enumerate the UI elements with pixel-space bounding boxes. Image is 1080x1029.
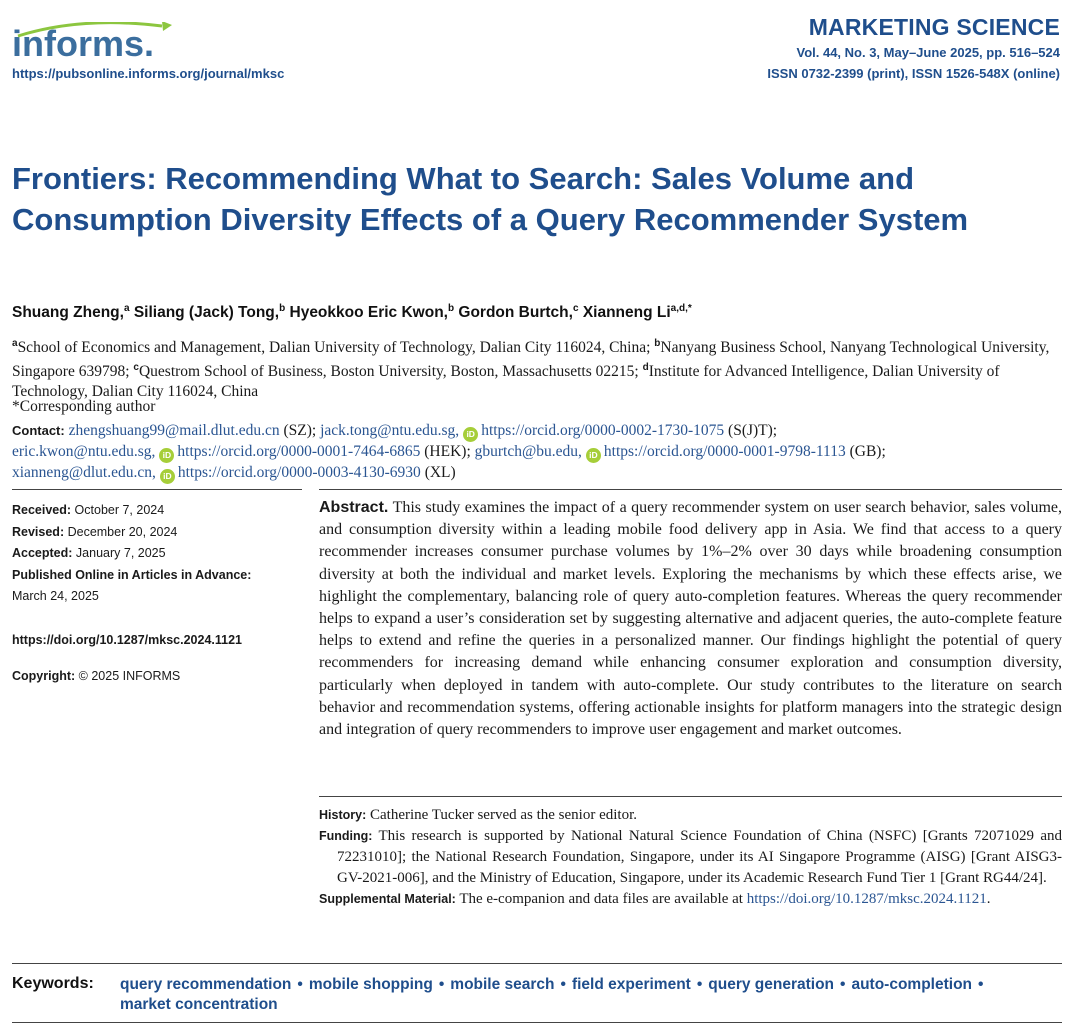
- affiliation-text: Institute for Advanced Intelligence, Dalian University of Technology, Dalian City 116024, China: [12, 363, 1000, 401]
- keywords-list: [120, 975, 1020, 1014]
- author-affiliation-mark: c: [572, 303, 579, 314]
- supplemental-link[interactable]: https://doi.org/10.1287/mksc.2024.1121: [746, 891, 987, 907]
- orcid-link[interactable]: https://orcid.org/0000-0001-7464-6865: [177, 443, 421, 460]
- volume-line: Vol. 44, No. 3, May–June 2025, pp. 516–524: [796, 45, 1060, 60]
- issn-line: ISSN 0732-2399 (print), ISSN 1526-548X (online): [767, 66, 1060, 81]
- article-title: Frontiers: Recommending What to Search: Sales Volume and Consumption Diversity Effects of a Query Recommender System: [12, 161, 969, 237]
- email-link[interactable]: zhengshuang99@mail.dlut.edu.cn: [68, 422, 280, 439]
- journal-url[interactable]: https://pubsonline.informs.org/journal/mksc: [12, 66, 285, 81]
- author-initials: (GB);: [849, 443, 886, 460]
- left-column-divider: [12, 489, 302, 490]
- email-link[interactable]: xianneng@dlut.edu.cn,: [12, 464, 156, 481]
- abstract: [319, 497, 1062, 741]
- received-label: Received:: [12, 503, 72, 517]
- bullet-separator: •: [696, 976, 703, 993]
- contact-label: Contact:: [12, 423, 65, 438]
- doi-link[interactable]: https://doi.org/10.1287/mksc.2024.1121: [12, 633, 242, 647]
- bullet-separator: •: [438, 976, 445, 993]
- author-affiliation-mark: a: [123, 303, 130, 314]
- bullet-separator: •: [978, 976, 984, 993]
- history-label: History:: [319, 808, 367, 822]
- abstract-divider-top: [319, 489, 1062, 490]
- revised-label: Revised:: [12, 524, 65, 539]
- bullet-separator: •: [560, 976, 566, 993]
- affiliation-text: Nanyang Business School, Nanyang Technological University, Singapore 639798;: [12, 339, 1050, 381]
- author-affiliation-mark: b: [447, 303, 455, 314]
- received-row: [12, 500, 302, 522]
- revised-row: [12, 522, 302, 544]
- affiliation-mark: b: [654, 338, 661, 349]
- abstract-divider-bottom: [319, 796, 1062, 797]
- orcid-link[interactable]: https://orcid.org/0000-0002-1730-1075: [481, 422, 725, 439]
- accepted-date: January 7, 2025: [75, 546, 166, 560]
- keyword-link[interactable]: mobile shopping: [308, 976, 433, 993]
- orcid-link[interactable]: https://orcid.org/0000-0001-9798-1113: [603, 443, 846, 460]
- bullet-separator: •: [297, 976, 303, 993]
- keywords-divider-bottom: [12, 1022, 1062, 1023]
- copyright-label: Copyright:: [12, 669, 76, 683]
- orcid-icon: iD: [586, 448, 601, 463]
- funding-label: Funding:: [319, 829, 373, 843]
- revised-date: December 20, 2024: [67, 524, 178, 539]
- orcid-icon: iD: [463, 427, 478, 442]
- author-list: [12, 303, 692, 322]
- author-name: Hyeokkoo Eric Kwon,: [289, 304, 448, 322]
- keywords-divider-top: [12, 963, 1062, 964]
- published-date: March 24, 2025: [12, 589, 99, 603]
- journal-name: MARKETING SCIENCE: [808, 14, 1060, 40]
- author-name: Siliang (Jack) Tong,: [133, 304, 280, 322]
- orcid-link[interactable]: https://orcid.org/0000-0003-4130-6930: [177, 464, 421, 481]
- author-name: Gordon Burtch,: [458, 304, 573, 322]
- logo-text: informs.: [12, 23, 155, 64]
- author-name: Xianneng Li: [582, 304, 671, 322]
- affiliations: [12, 334, 1062, 402]
- author-initials: (SZ);: [283, 422, 317, 439]
- contact-block: [12, 421, 1072, 484]
- orcid-icon: iD: [159, 448, 174, 463]
- email-link[interactable]: jack.tong@ntu.edu.sg,: [320, 422, 460, 439]
- abstract-text: This study examines the impact of a query recommender system on user search behavior, sales volume, and consumption diversity within a leading mobile food delivery app in Asia. We find that access to a query recommender increases consumer purchase volumes by 1%–2% over 30 days while broadening consumption diversity at both the individual and market levels. Exploring the mechanisms by which these effects arise, we highlight the complementary, balancing role of query auto-completion features. Whereas the query recommender helps to expand a user’s consideration set by suggesting alternative and adjacent queries, the auto-complete feature helps to extend and refine the queries in a personalized manner. Our findings highlight the potential of query recommenders for increasing demand while enhancing consumer exploration and consumption diversity, particularly when deployed in tandem with auto-complete. Our study contributes to the literature on search behavior and recommendation systems, offering actionable insights for platform managers into the strategic design and integration of query recommenders to improve user engagement and market outcomes.: [319, 499, 1062, 739]
- author-initials: (XL): [424, 464, 456, 481]
- supplemental-end: .: [986, 891, 991, 907]
- keyword-link[interactable]: query recommendation: [120, 976, 292, 993]
- email-link[interactable]: gburtch@bu.edu,: [474, 443, 582, 460]
- keyword-link[interactable]: mobile search: [450, 976, 555, 993]
- author-affiliation-mark: b: [279, 303, 286, 314]
- supplemental-label: Supplemental Material:: [319, 892, 456, 906]
- affiliation-text: School of Economics and Management, Dalian University of Technology, Dalian City 116024, China;: [17, 339, 651, 357]
- orcid-icon: iD: [160, 469, 175, 484]
- funding-note: [319, 826, 1062, 889]
- affiliation-mark: d: [642, 362, 649, 374]
- article-history-meta: [12, 500, 302, 608]
- informs-logo: [12, 22, 182, 64]
- history-text: Catherine Tucker served as the senior editor.: [369, 807, 638, 823]
- keywords-label: Keywords:: [12, 975, 94, 992]
- accepted-row: [12, 543, 302, 565]
- bullet-separator: •: [840, 976, 846, 993]
- affiliation-text: Questrom School of Business, Boston University, Boston, Massachusetts 02215;: [138, 363, 639, 381]
- corresponding-author-note: *Corresponding author: [12, 398, 156, 415]
- received-date: October 7, 2024: [74, 503, 165, 517]
- author-initials: (HEK);: [424, 443, 471, 460]
- keyword-link[interactable]: field experiment: [571, 976, 691, 993]
- keyword-link[interactable]: market concentration: [120, 995, 278, 1013]
- funding-text: This research is supported by National Natural Science Foundation of China (NSFC) [Grants 72071029 and 72231010]; the National Research Foundation, Singapore, under its AI Singapore Programme (AISG) [Grant AISG3-GV-2021-006], and the Ministry of Education, Singapore, under its Academic Research Fund Tier 1 [Grant RG44/24].: [337, 828, 1062, 886]
- affiliation-mark: c: [133, 362, 139, 374]
- affiliation-mark: a: [12, 338, 18, 349]
- keyword-link[interactable]: auto-completion: [851, 976, 973, 993]
- history-note: [319, 805, 1062, 826]
- abstract-label: Abstract.: [319, 499, 389, 516]
- author-name: Shuang Zheng,: [12, 304, 124, 322]
- supplemental-text: The e-companion and data files are available at: [459, 891, 743, 907]
- copyright-text: © 2025 INFORMS: [78, 669, 181, 683]
- article-notes: [319, 805, 1062, 910]
- copyright: [12, 669, 180, 683]
- keyword-link[interactable]: query generation: [708, 976, 835, 993]
- author-affiliation-mark: a,d,*: [670, 303, 692, 314]
- author-initials: (S(J)T);: [728, 422, 778, 439]
- email-link[interactable]: eric.kwon@ntu.edu.sg,: [12, 443, 156, 460]
- published-label: Published Online in Articles in Advance:: [12, 567, 252, 582]
- accepted-label: Accepted:: [12, 546, 73, 560]
- supplemental-note: [319, 889, 1062, 910]
